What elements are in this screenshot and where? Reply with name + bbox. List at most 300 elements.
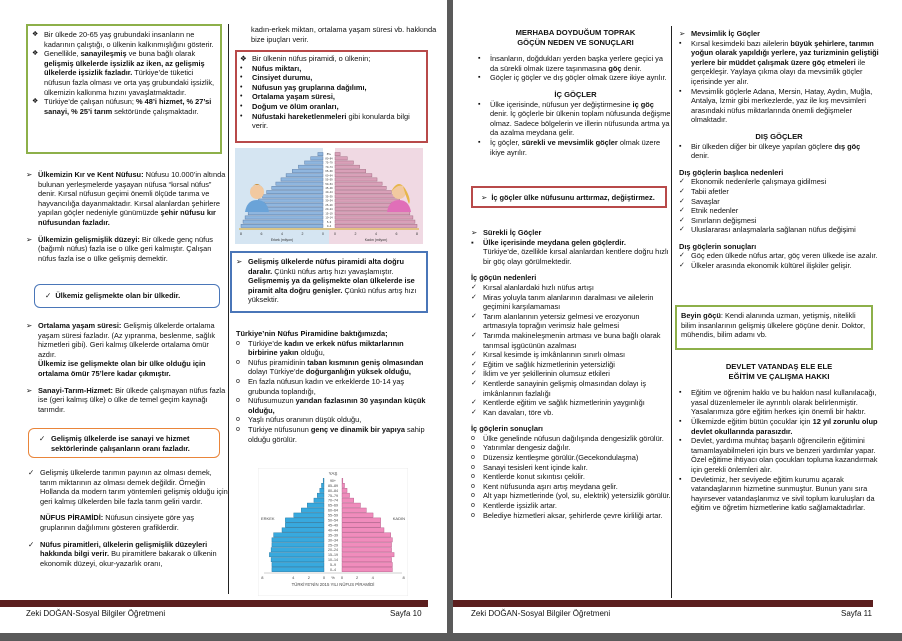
x-tick-label: 8: [261, 575, 264, 580]
item-text: Kentlerde işsizlik artar.: [483, 501, 557, 511]
male-bar: [298, 165, 323, 168]
list-item: [471, 443, 671, 453]
male-bar: [274, 533, 324, 537]
age-label: 0–4: [326, 225, 332, 228]
item-text: sektöründe çalışmaktadır.: [112, 106, 199, 116]
bullet-icon: ✓: [471, 360, 477, 368]
bullet-icon: o: [236, 425, 240, 433]
list-item: [236, 358, 428, 377]
sonuclar-title: İç göçlerin sonuçları: [471, 424, 543, 434]
pyramid-shape-text: [236, 257, 424, 305]
shape-bold-2: Gelişmemiş ya da gelişmekte olan ülkelerde ise piramit alta doğru genişler.: [248, 276, 415, 295]
yasam-text: Gelişmiş ülkelerde ortalama yaşam süresi fazladır. (Az yıpranma, beslenme, sağlık hizmetleri gibi). Geri kalmış ülkelerde ortalama ömür azdır.: [38, 321, 216, 359]
bullet-icon: •: [240, 93, 243, 101]
list-item: [478, 138, 673, 157]
list-item: [471, 491, 671, 501]
list-item: [32, 97, 218, 116]
age-label: 55–59: [328, 513, 338, 518]
item-text: Kan davaları, töre vb.: [483, 407, 554, 417]
male-bar: [272, 562, 324, 566]
item-text: Ülkemizde eğitim bütün çocuklar için: [691, 416, 813, 426]
bullet-icon: •: [240, 112, 243, 120]
age-label: 65–69: [325, 170, 333, 174]
list-item: [471, 350, 671, 360]
age-label: 80–84: [328, 488, 338, 493]
list-item: [471, 463, 671, 473]
item-text: Cinsiyet durumu,: [252, 73, 313, 83]
male-bar: [314, 498, 324, 502]
chapter-title-2: GÖÇÜN NEDEN VE SONUÇLARI: [517, 37, 634, 47]
item-text: sürekli ve mevsimlik göçler: [521, 137, 618, 147]
age-label: 35–39: [328, 533, 338, 538]
female-bar: [342, 538, 392, 542]
female-bar: [335, 153, 340, 156]
male-bar: [243, 220, 323, 223]
female-bar: [335, 165, 360, 168]
item-text: denir. İç göçlerle bir ülkenin toplam nüfusunda değişme olmaz. Sadece bölgelerin ve illerin nüfusunda artma ya da azalma meydana gelir.: [490, 109, 671, 138]
item-text: Kırsal kesimdeki bazı ailelerin: [691, 38, 791, 48]
arrow-icon: ➢: [26, 170, 33, 179]
yasam-title: Ortalama yaşam süresi:: [38, 321, 122, 330]
male-bar: [307, 503, 324, 507]
bullet-icon: ✓: [679, 207, 685, 215]
bullet-icon: o: [236, 416, 240, 424]
female-axis-label: Kadın (milyon): [364, 238, 388, 242]
list-item: [679, 251, 879, 261]
arrow-icon: ➢: [26, 385, 33, 395]
bullet-icon: ▪: [679, 39, 682, 47]
male-avatar-head: [250, 185, 264, 199]
item-text: Tarımda makineleşmenin artması ve buna bağlı olarak tarımsal işgücünün azalması: [483, 330, 661, 350]
female-bar: [335, 216, 413, 219]
sanayi-title: Sanayi-Tarım-Hizmet:: [38, 385, 114, 395]
age-label: 5–9: [330, 563, 336, 568]
female-bar: [335, 186, 386, 189]
item-text: denir.: [621, 63, 642, 73]
list-item: [236, 377, 428, 396]
item-text: Ülke içerisinde, nüfusun yer değiştirmesine: [490, 99, 633, 109]
bullet-icon: ✓: [679, 187, 685, 195]
male-bar: [258, 199, 323, 202]
right-col1-lower: [471, 228, 671, 520]
hollanda-text: Gelişmiş ülkelerde tarımın payının az olması demek, tarım miktarının az olması demek değildir. Örneğin Hollanda da modern tarım yöntemleri gelişmiş olduğu için geri kalmış ülkelerden bile fazla tarım geliri vardır.: [40, 468, 228, 506]
piramit-info-text: Bu piramitlere bakarak o ülkenin ekonomik düzeyi, okur-yazarlık oranı,: [40, 549, 217, 568]
male-bar: [281, 178, 323, 181]
bullet-icon: ▪: [679, 389, 682, 397]
employment-info-list: [32, 30, 218, 116]
left-col1-bottom: [28, 468, 228, 568]
item-text: İç göçler,: [490, 137, 522, 147]
bullet-icon: o: [471, 473, 475, 481]
bullet-icon: ✓: [471, 283, 477, 291]
male-bar: [317, 493, 324, 497]
tick-label: 0: [334, 232, 336, 236]
tick-label: 6: [395, 232, 398, 236]
male-bar: [245, 216, 323, 219]
list-item: [679, 187, 879, 197]
age-label: 90+: [329, 478, 337, 483]
sanayi-text: Bir ülkede çalışmayan nüfus fazla ise (geri kalmış ülke) o ülke de temel geçim kaynağı tarımdır.: [38, 385, 226, 414]
age-label: 85–89: [328, 483, 338, 488]
list-item: [679, 225, 879, 235]
list-item: [471, 453, 671, 463]
arrow-icon: ➢: [471, 228, 478, 237]
list-item: [471, 408, 671, 418]
list-item: [679, 417, 879, 436]
female-bar: [335, 212, 410, 215]
item-text: Yaşlı nüfus oranının düşük olduğu,: [248, 415, 362, 425]
item-text: Kentlerde eğitim ve sağlık hizmetlerinin yaygınlığı: [483, 398, 645, 408]
item-text: Etnik nedenler: [691, 206, 739, 216]
kir-kent-text: Nüfusu 10.000’in altında bulunan yerleşmelerde yaşayan nüfusa “kırsal nüfus” denir. Kırsal nüfusun geçimi önemli ölçüde tarıma ve hayvancılığa dayanmaktadır. Kırsal alanlardan şehirlere yapılan göçler nedeniyle günümüzde: [38, 170, 226, 218]
surekli-bold: Ülke içerisinde meydana gelen göçlerdir.: [483, 237, 626, 247]
bullet-icon: •: [240, 74, 243, 82]
list-item: [236, 396, 428, 415]
list-item: [679, 39, 879, 87]
item-text: Göçler iç göçler ve dış göçler olmak üzere ikiye ayrılır.: [490, 73, 667, 83]
item-text: Kırsal kesimde iş imkânlarının sınırlı olması: [483, 350, 626, 360]
diamond-icon: ❖: [240, 54, 247, 63]
page-11: [453, 0, 902, 633]
list-item: [478, 73, 673, 83]
item-text: Miras yoluyla tarım alanlarının daralması ve ailelerin geçimini karşılamaması: [483, 292, 654, 312]
bullet-icon: ▪: [679, 87, 682, 95]
devlet-title-1: DEVLET VATANDAŞ ELE ELE: [725, 362, 833, 371]
x-tick-label: %: [331, 575, 335, 580]
item-text: Ülkeler arasında ekonomik kültürel ilişkiler gelişir.: [691, 261, 852, 271]
piramit-definition: [28, 513, 228, 532]
item-text: dış göç: [834, 141, 861, 151]
ic-goc-callout: [471, 186, 667, 208]
list-item: [240, 64, 424, 74]
square-icon: ▪: [471, 237, 474, 247]
list-item: [32, 30, 218, 49]
x-tick-label: 0: [322, 575, 326, 580]
list-item: [679, 475, 879, 513]
x-tick-label: 4: [292, 575, 295, 580]
bullet-icon: o: [471, 463, 475, 471]
tick-label: 6: [260, 232, 263, 236]
list-item: [679, 87, 879, 125]
kir-kent-title: Ülkemizin Kır ve Kent Nüfusu:: [38, 170, 144, 179]
item-text: Ortalama yaşam süresi,: [252, 92, 335, 102]
turkiye-pyramid-section: [236, 329, 428, 444]
male-bar: [272, 186, 323, 189]
item-text: gelişmiş ülkelerde işsizlik az iken, az gelişmiş ülkelerde işsizlik fazladır.: [44, 58, 205, 78]
age-label: 10–14: [325, 216, 333, 220]
age-label: 75–79: [328, 493, 338, 498]
bullet-icon: ▪: [478, 55, 481, 63]
male-bar: [285, 518, 324, 522]
female-bar: [335, 178, 377, 181]
age-label: 20–24: [325, 208, 333, 212]
check-icon: ✓: [28, 468, 35, 477]
age-label: 30–34: [328, 538, 338, 543]
item-text: Türkiye’de tüketici nüfusun fazla olması ve orta yaş grubundaki işsizlik, ülkemizin kalkınma hızını yavaşlatmaktadır.: [44, 68, 215, 97]
age-label: 0–4: [330, 568, 336, 572]
item-text: Eğitim ve sağlık hizmetlerinin yetersizliği: [483, 359, 615, 369]
list-item: [236, 425, 428, 444]
female-bar: [335, 182, 382, 185]
list-item: [471, 312, 671, 331]
tick-label: 8: [240, 232, 242, 236]
bullet-icon: o: [236, 339, 240, 347]
tick-label: 8: [416, 232, 418, 236]
list-item: [32, 49, 218, 97]
bullet-icon: ▪: [478, 74, 481, 82]
list-item: [240, 92, 424, 102]
dis-nedenler-title: Dış göçlerin başlıca nedenleri: [679, 167, 784, 177]
kir-kent-paragraph: [26, 170, 226, 228]
turkey-2015-pyramid-chart: [258, 468, 408, 596]
y-axis-title: YAŞ: [328, 471, 338, 476]
piramit-def-title: NÜFUS PİRAMİDİ:: [40, 513, 104, 523]
female-bar: [342, 518, 381, 522]
item-text: Doğum ve ölüm oranları,: [252, 101, 339, 111]
bullet-icon: ✓: [679, 216, 685, 224]
list-item: [471, 293, 671, 312]
beyin-title: Beyin göçü: [681, 311, 721, 320]
age-label: 70–74: [328, 498, 338, 503]
male-bar: [248, 212, 323, 215]
bullet-icon: ▪: [679, 417, 682, 425]
female-bar: [342, 508, 366, 512]
tick-label: 4: [281, 232, 283, 236]
female-bar: [342, 557, 392, 561]
list-item: [679, 206, 879, 216]
bullet-icon: ❖: [32, 50, 39, 58]
age-label: 5–9: [326, 220, 332, 224]
dis-sonuclar-title: Dış göçlerin sonuçları: [679, 241, 757, 251]
female-bar: [335, 195, 395, 198]
footer-bar: [453, 600, 873, 607]
male-bar: [241, 224, 323, 227]
beyin-gocu-box: [675, 305, 873, 350]
left-col1-middle: [26, 321, 226, 414]
list-item: [471, 472, 671, 482]
yasam-paragraph: [26, 321, 226, 379]
male-bar: [311, 157, 323, 160]
list-item: [236, 415, 428, 425]
item-text: 12 yıl zorunlu olup devlet okullarında parasızdır.: [691, 416, 878, 436]
item-text: olmak üzere ikiye ayrılır.: [490, 137, 661, 157]
footer-author: Zeki DOĞAN-Sosyal Bilgiler Öğretmeni: [26, 609, 166, 618]
age-label: 15–19: [328, 553, 338, 558]
bullet-icon: o: [471, 492, 475, 500]
age-label: 60–64: [328, 508, 338, 513]
bullet-icon: ✓: [679, 252, 685, 260]
male-axis-label: Erkek (milyon): [270, 238, 294, 242]
list-item: [471, 482, 671, 492]
kir-kent-bold: şehir nüfusu kır nüfusundan fazladır.: [38, 208, 216, 227]
x-tick-label: 2: [356, 575, 359, 580]
item-text: Türkiye’de: [248, 338, 285, 348]
item-text: Mevsimlik göçlerle Adana, Mersin, Hatay, Aydın, Muğla, Antalya, İzmir gibi merkezlerde, yaz ile kış mevsimleri arasındaki nüfus miktarlarında önemli değişmeler olmaktadır.: [691, 86, 873, 125]
age-label: 10–14: [328, 558, 338, 563]
age-label: 45–49: [328, 523, 338, 528]
arrow-icon: ➢: [481, 193, 488, 202]
male-bar: [286, 174, 323, 177]
developing-country-callout: [34, 284, 220, 308]
list-item: [471, 369, 671, 379]
age-label: 75–79: [325, 161, 333, 165]
item-text: ile gerçekleşir. Yaylaya çıkma olayı da mevsimlik göçler içerisinde yer alır.: [691, 57, 866, 86]
age-label: 40–44: [325, 191, 333, 195]
right-col2: [679, 29, 879, 271]
column-divider: [228, 24, 229, 594]
item-text: Nüfus piramidinin: [248, 357, 308, 367]
male-bar: [318, 153, 323, 156]
x-tick-label: 2: [307, 575, 310, 580]
arrow-icon: ➢: [679, 29, 686, 38]
male-bar: [263, 195, 323, 198]
x-tick-label: 4: [371, 575, 374, 580]
bullet-icon: ✓: [471, 408, 477, 416]
male-bar: [323, 478, 324, 482]
bullet-icon: o: [236, 358, 240, 366]
item-text: büyük şehirlere, tarımın yoğun olarak yapıldığı yerlere, yaz turizminin geliştiği yerlere bir müddet çalışmak üzere göç etmeleri: [691, 38, 879, 67]
female-bar: [342, 528, 384, 532]
item-text: İnsanların, doğdukları yerden başka yerlere geçici ya da sürekli olmak üzere taşınmasına: [490, 54, 663, 73]
list-item: [471, 360, 671, 370]
bullet-icon: ✓: [471, 370, 477, 378]
item-text: denir.: [691, 151, 710, 161]
item-text: Türkiye nüfusunun: [248, 424, 311, 434]
surekli-title: Sürekli İç Göçler: [483, 228, 542, 237]
arrow-icon: ➢: [26, 321, 33, 330]
age-label: 65–69: [328, 503, 338, 508]
tick-label: 0: [322, 232, 324, 236]
list-item: [679, 197, 879, 207]
female-bar: [335, 199, 400, 202]
item-text: Ülke genelinde nüfusun dağılışında dengesizlik görülür.: [483, 433, 664, 443]
male-bar: [272, 538, 324, 542]
age-label: 35–39: [325, 195, 333, 199]
callout-text: İç göçler ülke nüfusunu arttırmaz, değiştirmez.: [491, 193, 655, 202]
bullet-icon: o: [236, 377, 240, 385]
item-text: İklim ve yer şekillerinin olumsuz etkileri: [483, 369, 610, 379]
bullet-icon: o: [471, 444, 475, 452]
bullet-icon: ✓: [471, 351, 477, 359]
item-text: Nüfustaki hareketlenmeleri: [252, 111, 347, 121]
age-label: 50–54: [328, 518, 338, 523]
item-text: ve buna bağlı olarak: [126, 49, 196, 59]
item-text: Genellikle,: [44, 49, 81, 59]
male-bar: [301, 508, 324, 512]
list-item: [240, 83, 424, 93]
bullet-icon: ✓: [471, 399, 477, 407]
item-text: Düzensiz kentleşme görülür.(Gecekondulaşma): [483, 453, 639, 463]
chapter-title-1: MERHABA DOYDUĞUM TOPRAK: [515, 28, 636, 37]
female-bar: [342, 548, 392, 552]
list-item: [679, 261, 879, 271]
female-bar: [342, 488, 347, 492]
male-bar: [305, 161, 323, 164]
age-label: 20–24: [328, 548, 338, 553]
item-text: Uluslararası anlaşmalarla sağlanan nüfus değişimi: [691, 225, 856, 235]
female-bar: [342, 498, 354, 502]
bullet-icon: ✓: [679, 197, 685, 205]
bullet-icon: o: [471, 502, 475, 510]
gelismislik-paragraph: [26, 235, 226, 264]
series-label-erkek: ERKEK: [261, 516, 275, 521]
male-bar: [269, 553, 324, 557]
item-text: Ekonomik nedenlerle çalışmaya gidilmesi: [691, 177, 827, 187]
shape-text-2: Çünkü nüfus artış hızı yüksektir.: [248, 285, 417, 305]
col2-top-text: kadın-erkek miktarı, ortalama yaşam süresi vb. hakkında bize ipuçları verir.: [251, 25, 437, 44]
list-item: [471, 398, 671, 408]
male-bar: [272, 567, 324, 571]
list-item: [471, 511, 671, 521]
bullet-icon: ✓: [471, 312, 477, 320]
item-text: Tarım alanlarının yetersiz gelmesi ve erozyonun artmasıyla toprağın verimsiz hale gelmesi: [483, 311, 640, 331]
male-bar: [321, 483, 324, 487]
list-item: [236, 339, 428, 358]
dis-goc-heading: DIŞ GÖÇLER: [755, 131, 803, 141]
check-icon: ✓: [45, 291, 52, 300]
bullet-icon: ✓: [471, 293, 477, 301]
female-bar: [342, 533, 391, 537]
female-bar: [335, 191, 391, 194]
item-text: genç ve dinamik bir yapıya: [310, 424, 405, 434]
piramit-info: [28, 540, 228, 569]
list-item: [679, 388, 879, 417]
devlet-title-2: EĞİTİM VE ÇALIŞMA HAKKI: [728, 371, 830, 381]
bullet-icon: ▪: [478, 100, 481, 108]
list-item: [240, 73, 424, 83]
bullet-icon: •: [240, 83, 243, 91]
shape-text-1: Çünkü nüfus artış hızı yavaşlamıştır.: [272, 266, 394, 276]
female-bar: [342, 503, 360, 507]
nedenler-title: İç göçün nedenleri: [471, 273, 537, 283]
male-bar: [285, 523, 324, 527]
male-bar: [271, 548, 324, 552]
item-text: Nüfusun yaş gruplarına dağılımı,: [252, 82, 367, 92]
list-item: [679, 177, 879, 187]
item-text: Yatırımlar dengesiz dağılır.: [483, 443, 571, 453]
bullet-icon: ❖: [32, 31, 39, 38]
arrow-icon: ➢: [236, 257, 243, 266]
item-text: Devlet, yardıma muhtaç başarılı öğrencilerin eğitimini tamamlayabilmeleri için burs ve benzeri yardımlar yapar. Özel eğitime ihtiyacı olan çocukları topluma kazandırmak için gerekli önlemleri alır.: [691, 436, 878, 474]
item-text: yarıdan fazlasının 30 yaşından küçük olduğu,: [248, 396, 426, 415]
item-text: Eğitim ve öğrenim hakkı ve bu hakkın nasıl kullanılacağı, yasal düzenlemeler ile ayrıntılı olarak belirlenmiştir. Yasalarımıza göre eğitim herkes için önemli bir haktır.: [691, 388, 877, 417]
hollanda-paragraph: [28, 468, 228, 506]
x-tick-label: 8: [402, 575, 405, 580]
column-divider: [671, 26, 672, 598]
item-text: Kırsal alanlardaki hızlı nüfus artışı: [483, 282, 594, 292]
bullet-icon: o: [471, 454, 475, 462]
bullet-icon: o: [471, 511, 475, 519]
bullet-icon: ▪: [478, 138, 481, 146]
list-item: [471, 331, 671, 350]
age-label: 40–44: [328, 528, 338, 533]
item-text: Alt yapı hizmetlerinde (yol, su, elektrik) yetersizlik görülür.: [483, 491, 671, 501]
item-text: gibi konularda bilgi verir.: [252, 111, 410, 131]
list-item: [471, 434, 671, 444]
list-item: [471, 379, 671, 398]
female-bar: [342, 493, 350, 497]
male-bar: [271, 557, 324, 561]
footer-author: Zeki DOĞAN-Sosyal Bilgiler Öğretmeni: [471, 609, 611, 618]
shape-bold-1: Gelişmiş ülkelerde nüfus piramidi alta doğru daralır.: [248, 257, 405, 276]
surekli-text: Türkiye’de, özellikle kırsal alanlardan kentlere doğru hızlı bir göç olayı görülmektedir.: [483, 247, 669, 266]
gelismislik-text: Bir ülkede genç nüfus (bağımlı nüfus) fazla ise o ülke geri kalmıştır. Çalışan nüfus fazla ise o ülke gelişmiş demektir.: [38, 234, 214, 263]
list-item: [471, 283, 671, 293]
age-label: 30–34: [325, 199, 333, 203]
list-item: [478, 54, 673, 73]
item-text: doğurganlığın yüksek olduğu,: [305, 367, 411, 377]
list-item: [478, 100, 673, 138]
